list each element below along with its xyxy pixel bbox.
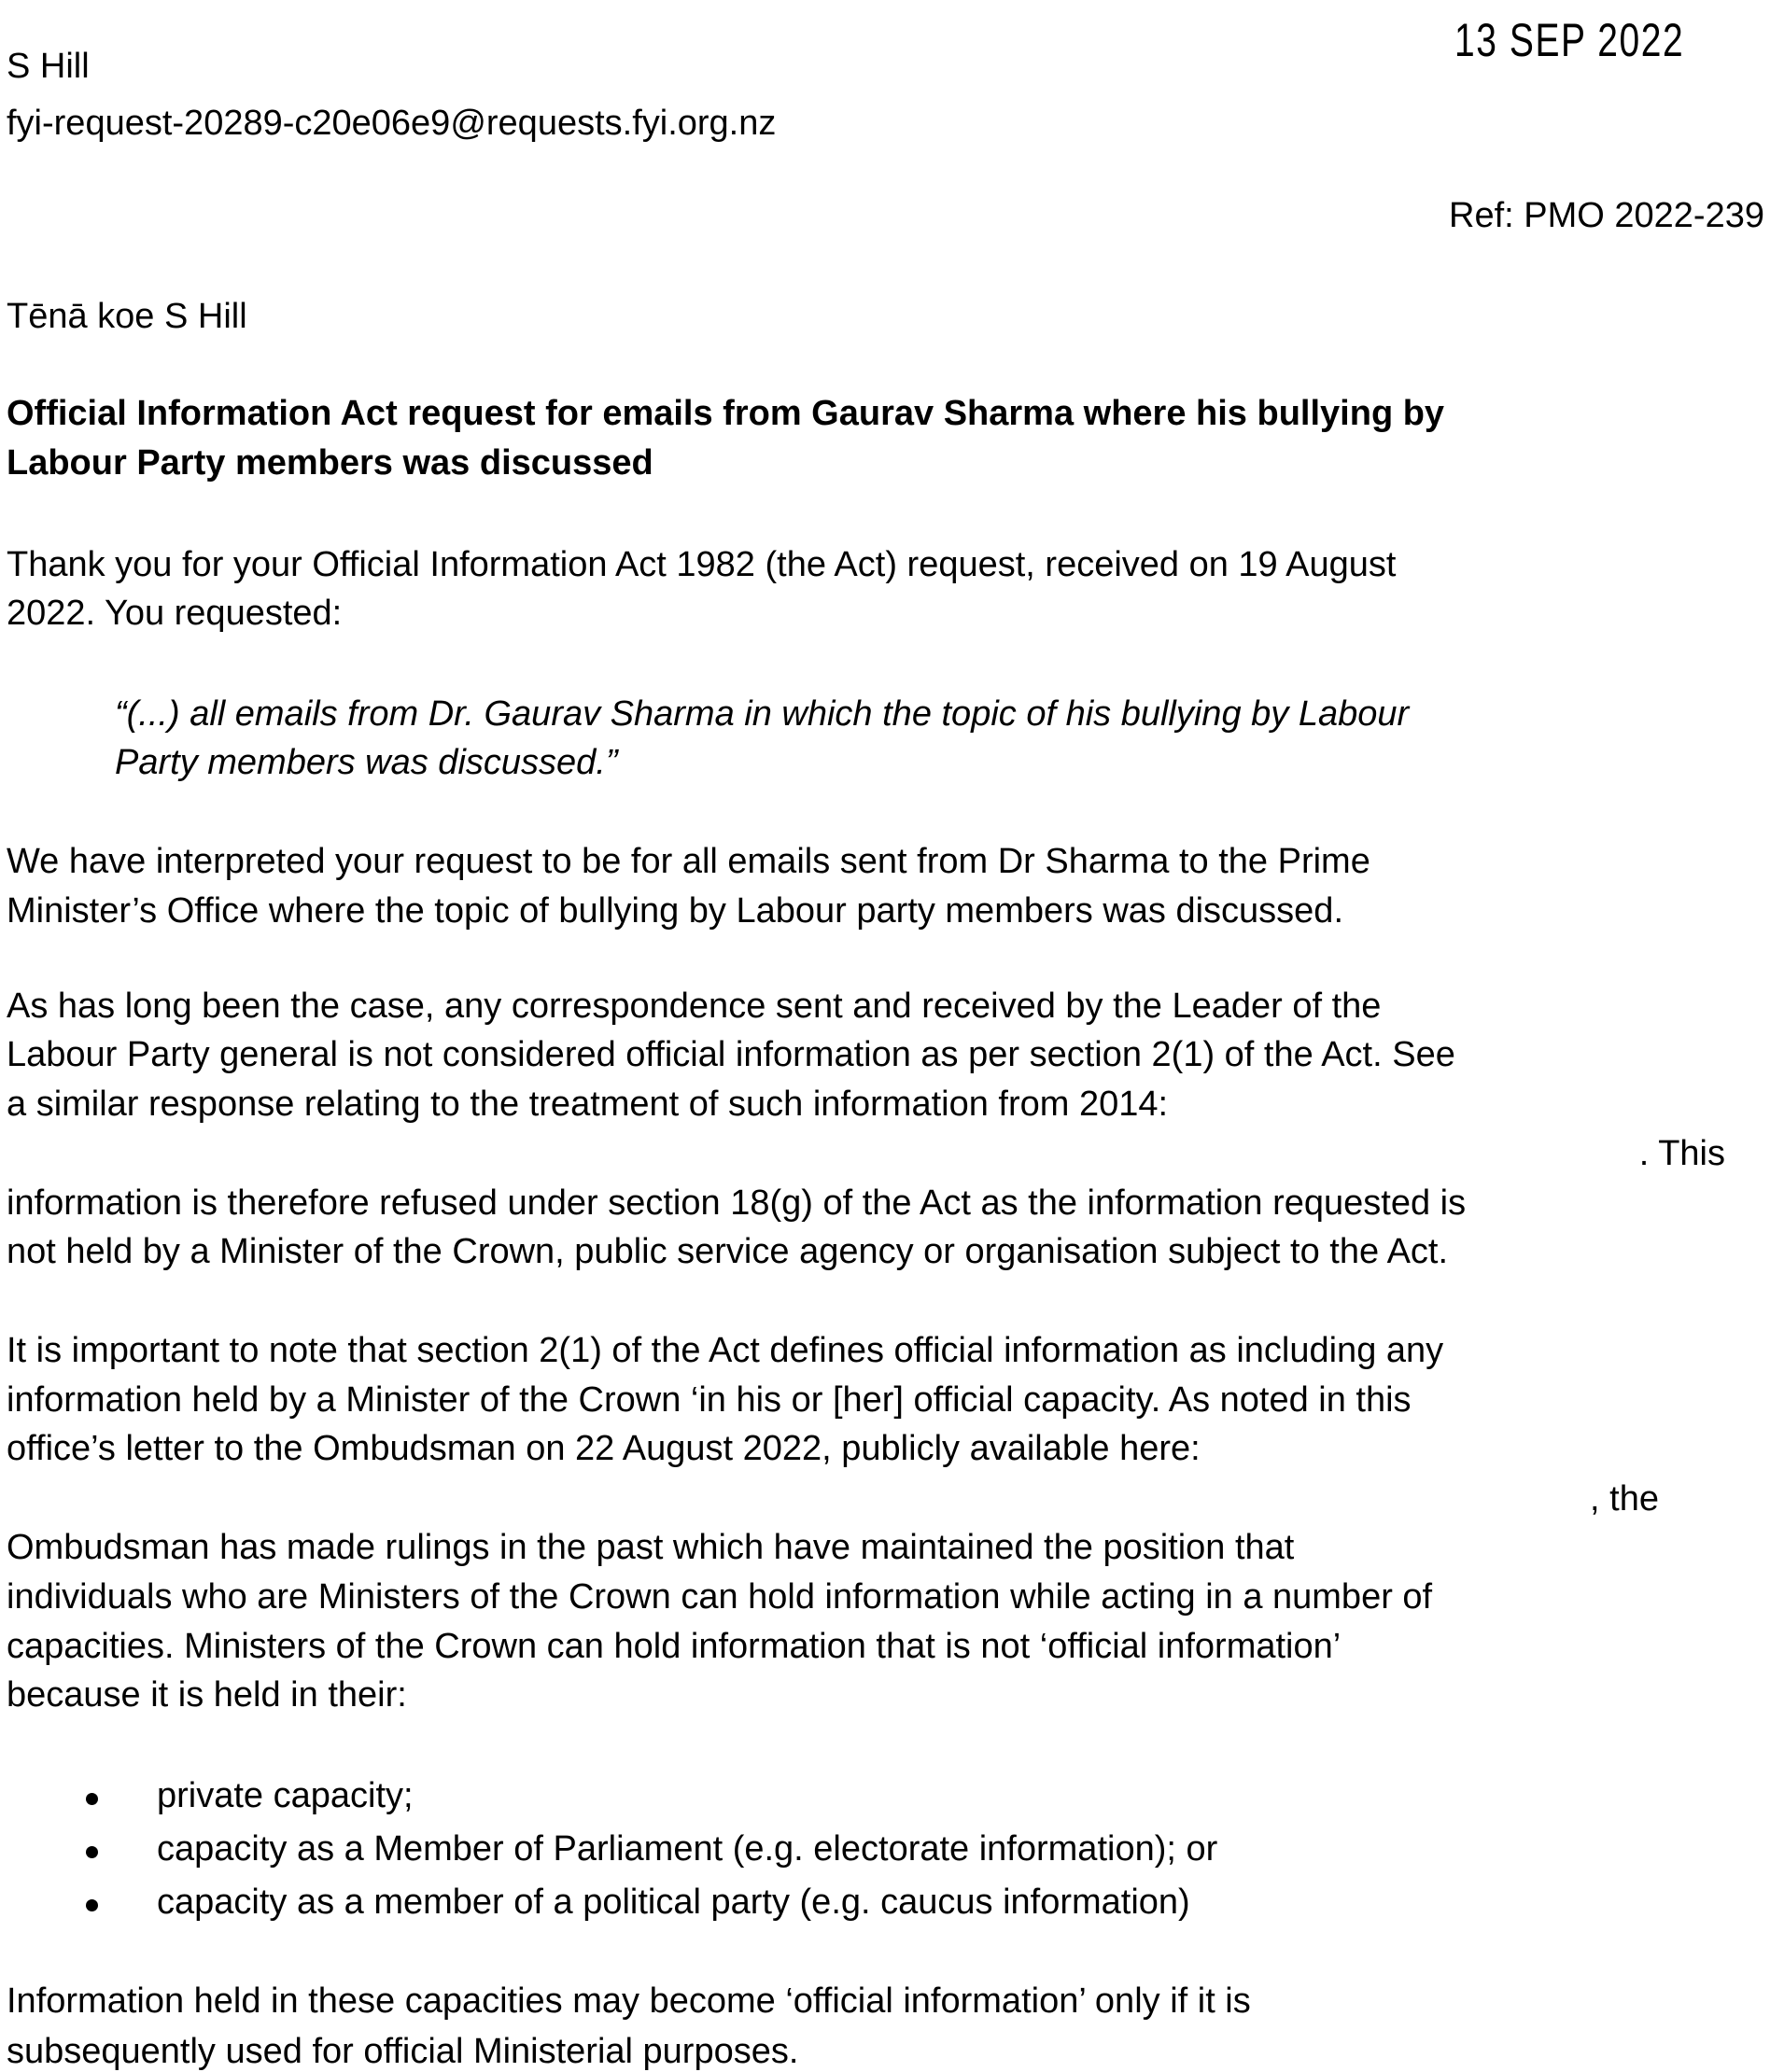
paragraph-line: Ombudsman has made rulings in the past which have maintained the position that [7,1528,1295,1567]
reference-number: Ref: PMO 2022-239 [1449,196,1764,235]
heading-line: Labour Party members was discussed [7,443,653,483]
paragraph-line-fragment: . This [1638,1134,1725,1173]
recipient-name: S Hill [7,47,90,86]
paragraph-line: As has long been the case, any correspondence sent and received by the Leader of the [7,987,1382,1026]
paragraph-line: information is therefore refused under section 18(g) of the Act as the information requested is [7,1183,1467,1223]
quote-line: “(...) all emails from Dr. Gaurav Sharma in which the topic of his bullying by Labour [115,694,1410,734]
paragraph-line: It is important to note that section 2(1) of the Act defines official information as including any [7,1331,1444,1370]
paragraph-line: because it is held in their: [7,1675,407,1715]
list-item: capacity as a member of a political party (e.g. caucus information) [157,1883,1190,1922]
paragraph-line: office’s letter to the Ombudsman on 22 August 2022, publicly available here: [7,1429,1201,1468]
bullet-icon [86,1899,98,1911]
paragraph-line: 2022. You requested: [7,594,343,633]
list-item: private capacity; [157,1776,414,1815]
quote-line: Party members was discussed.” [115,743,618,782]
list-item: capacity as a Member of Parliament (e.g. electorate information); or [157,1829,1218,1869]
greeting: Tēnā koe S Hill [7,297,247,336]
paragraph-line: not held by a Minister of the Crown, public service agency or organisation subject to the Act. [7,1232,1449,1271]
paragraph-line-fragment: , the [1590,1479,1659,1519]
paragraph-line: a similar response relating to the treatment of such information from 2014: [7,1085,1169,1124]
date-stamp: 13 SEP 2022 [1454,14,1685,66]
heading-line: Official Information Act request for emails from Gaurav Sharma where his bullying by [7,394,1445,433]
paragraph-line: We have interpreted your request to be for all emails sent from Dr Sharma to the Prime [7,842,1370,881]
paragraph-line: capacities. Ministers of the Crown can hold information that is not ‘official information’ [7,1627,1342,1666]
paragraph-line: Thank you for your Official Information Act 1982 (the Act) request, received on 19 August [7,545,1397,584]
paragraph-line: individuals who are Ministers of the Crown can hold information while acting in a number of [7,1577,1433,1617]
paragraph-line: information held by a Minister of the Crown ‘in his or [her] official capacity. As noted in this [7,1380,1412,1420]
bullet-icon [86,1793,98,1805]
bullet-icon [86,1846,98,1858]
paragraph-line: subsequently used for official Ministerial purposes. [7,2032,799,2071]
recipient-email: fyi-request-20289-c20e06e9@requests.fyi.org.nz [7,104,777,143]
paragraph-line: Labour Party general is not considered official information as per section 2(1) of the Act. See [7,1035,1455,1074]
paragraph-line: Minister’s Office where the topic of bullying by Labour party members was discussed. [7,891,1343,931]
paragraph-line: Information held in these capacities may become ‘official information’ only if it is [7,1981,1251,2021]
